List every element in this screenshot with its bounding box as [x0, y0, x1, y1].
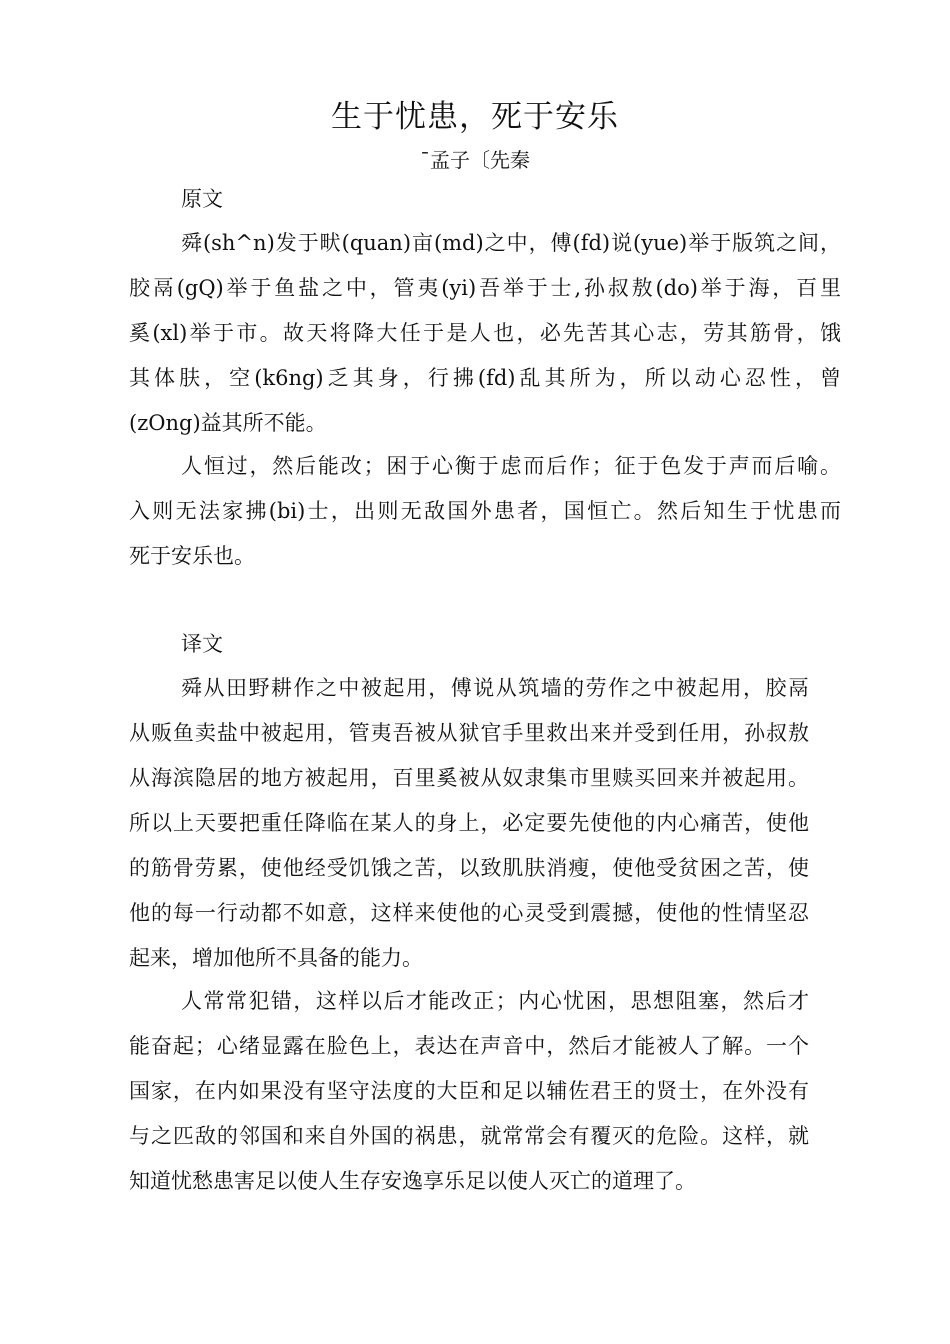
text-line: 胶鬲(gQ)举于鱼盐之中，管夷(yi)吾举于士,孙叔敖(do)举于海，百里	[129, 276, 841, 300]
text-line: 起来，增加他所不具备的能力。	[129, 946, 423, 970]
text-line: 舜(sh^n)发于畎(quan)亩(md)之中，傅(fd)说(yue)举于版筑之间，	[181, 231, 841, 255]
translation-paragraph-2	[129, 979, 809, 1204]
text-line: 的筋骨劳累，使他经受饥饿之苦，以致肌肤消瘦，使他受贫困之苦，使	[129, 856, 809, 880]
translation-heading: 译文	[181, 632, 223, 656]
original-paragraph-1	[129, 221, 841, 446]
text-line: 死于安乐也。	[129, 544, 255, 568]
text-line: (zOng)益其所不能。	[129, 411, 327, 435]
text-line: 奚(xl)举于市。故天将降大任于是人也，必先苦其心志，劳其筋骨，饿	[129, 321, 841, 345]
text-line: 国家，在内如果没有坚守法度的大臣和足以辅佐君王的贤士，在外没有	[129, 1079, 809, 1103]
document-author: ¯孟子〔先秦	[420, 148, 530, 172]
text-line: 其体肤，空(k6ng)乏其身，行拂(fd)乱其所为，所以动心忍性，曾	[129, 366, 841, 390]
text-line: 人恒过，然后能改；困于心衡于虑而后作；征于色发于声而后喻。	[181, 454, 841, 478]
text-line: 能奋起；心绪显露在脸色上，表达在声音中，然后才能被人了解。一个	[129, 1034, 809, 1058]
text-line: 从贩鱼卖盐中被起用，管夷吾被从狱官手里救出来并受到任用，孙叔敖	[129, 721, 809, 745]
text-line: 所以上天要把重任降临在某人的身上，必定要先使他的内心痛苦，使他	[129, 811, 809, 835]
translation-paragraph-1	[129, 666, 809, 981]
original-paragraph-2	[129, 444, 841, 579]
document-title: 生于忧患，死于安乐	[331, 99, 619, 135]
original-heading: 原文	[181, 187, 223, 211]
text-line: 与之匹敌的邻国和来自外国的祸患，就常常会有覆灭的危险。这样，就	[129, 1124, 809, 1148]
text-line: 舜从田野耕作之中被起用，傅说从筑墙的劳作之中被起用，胶鬲	[181, 676, 809, 700]
text-line: 他的每一行动都不如意，这样来使他的心灵受到震撼，使他的性情坚忍	[129, 901, 809, 925]
text-line: 从海滨隐居的地方被起用，百里奚被从奴隶集市里赎买回来并被起用。	[129, 766, 809, 790]
text-line: 知道忧愁患害足以使人生存安逸享乐足以使人灭亡的道理了。	[129, 1169, 696, 1193]
text-line: 入则无法家拂(bi)士，出则无敌国外患者，国恒亡。然后知生于忧患而	[129, 499, 841, 523]
text-line: 人常常犯错，这样以后才能改正；内心忧困，思想阻塞，然后才	[181, 989, 809, 1013]
